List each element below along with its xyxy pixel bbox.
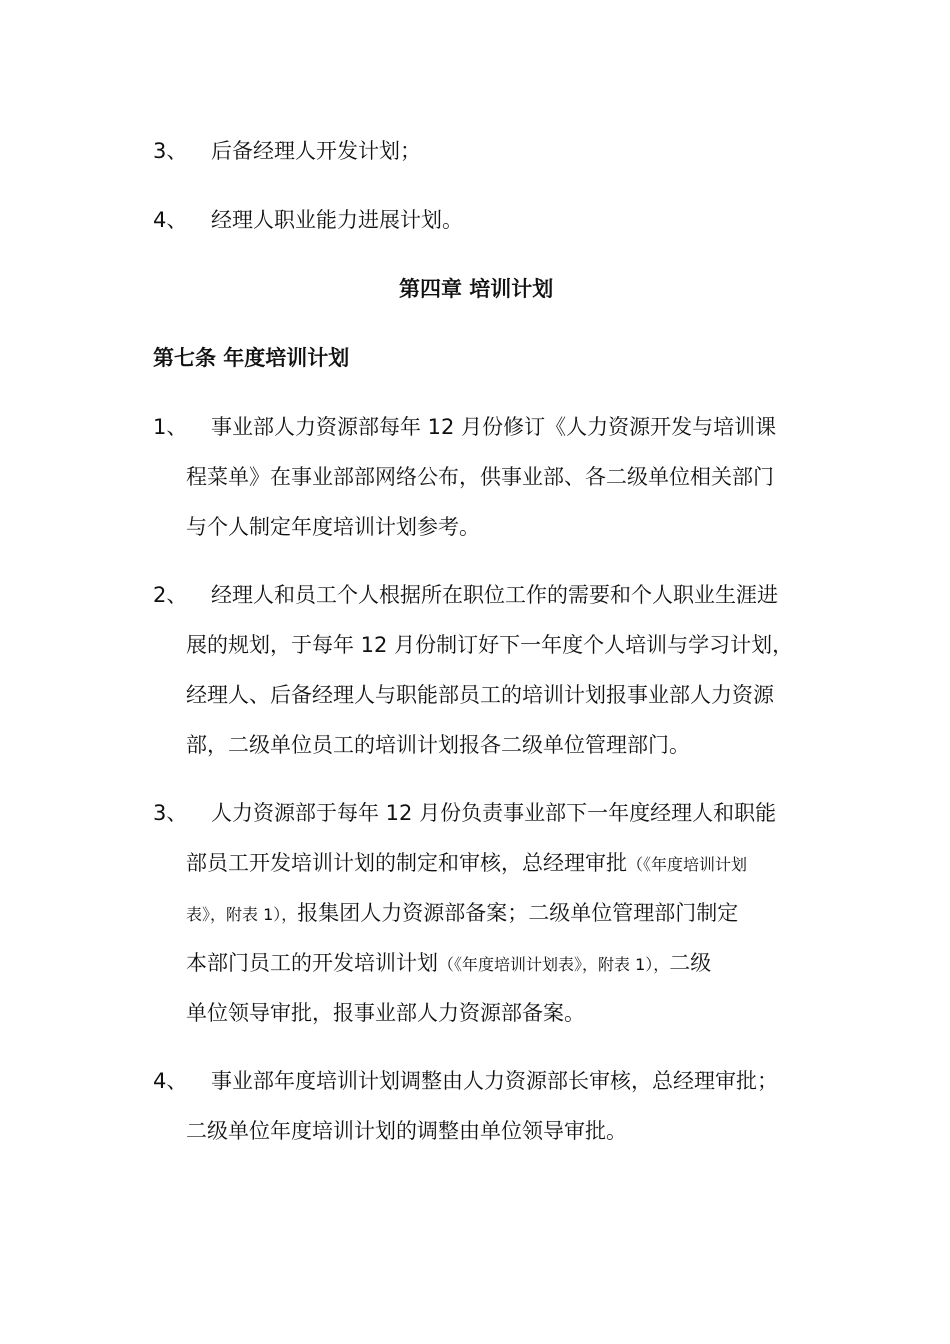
- paragraph-line: 程菜单》在事业部部网络公布，供事业部、各二级单位相关部门: [186, 465, 774, 489]
- list-item-text: 经理人职业能力进展计划。: [211, 208, 463, 232]
- chapter-title: 第四章 培训计划: [399, 277, 554, 301]
- list-number: 3、: [153, 139, 188, 163]
- paragraph-line: 经理人、后备经理人与职能部员工的培训计划报事业部人力资源: [186, 683, 774, 707]
- table-reference: 表》，附表 1），: [186, 905, 298, 924]
- paragraph-line: 单位领导审批，报事业部人力资源部备案。: [186, 1001, 585, 1025]
- list-number: 1、: [153, 415, 188, 439]
- line-text: 部员工开发培训计划的制定和审核，总经理审批: [186, 851, 627, 875]
- paragraph-line: 部，二级单位员工的培训计划报各二级单位管理部门。: [186, 733, 690, 757]
- paragraph-line: 人力资源部于每年 12 月份负责事业部下一年度经理人和职能: [211, 801, 777, 825]
- list-number: 4、: [153, 1069, 188, 1093]
- table-reference: （《年度培训计划: [627, 855, 748, 874]
- paragraph-line: 展的规划，于每年 12 月份制订好下一年度个人培训与学习计划，: [186, 633, 794, 657]
- list-item-text: 后备经理人开发计划；: [211, 139, 421, 163]
- list-number: 4、: [153, 208, 188, 232]
- line-text: 报集团人力资源部备案；二级单位管理部门制定: [297, 901, 739, 925]
- paragraph-line: [186, 898, 738, 930]
- paragraph-line: 经理人和员工个人根据所在职位工作的需要和个人职业生涯进: [211, 583, 778, 607]
- list-number: 3、: [153, 801, 188, 825]
- paragraph-line: 事业部年度培训计划调整由人力资源部长审核，总经理审批；: [211, 1069, 778, 1093]
- table-reference: （《年度培训计划表》，附表 1），: [438, 955, 670, 974]
- line-text: 二级: [669, 951, 712, 975]
- paragraph-line: [186, 848, 747, 880]
- article-title: 第七条 年度培训计划: [153, 346, 350, 370]
- paragraph-line: 事业部人力资源部每年 12 月份修订《人力资源开发与培训课: [211, 415, 777, 439]
- paragraph-line: [186, 948, 711, 980]
- line-text: 本部门员工的开发培训计划: [186, 951, 438, 975]
- paragraph-line: 二级单位年度培训计划的调整由单位领导审批。: [186, 1119, 627, 1143]
- paragraph-line: 与个人制定年度培训计划参考。: [186, 515, 480, 539]
- list-number: 2、: [153, 583, 188, 607]
